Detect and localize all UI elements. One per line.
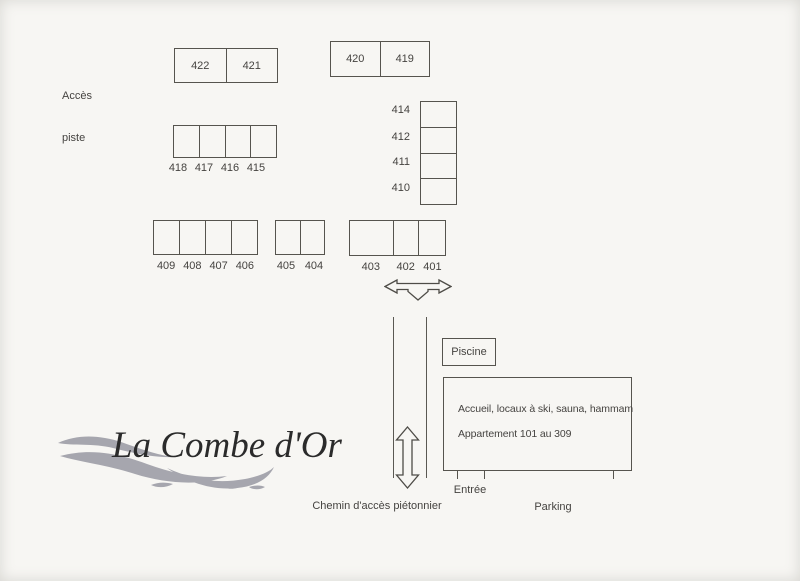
- unit-label-409: 409: [156, 260, 176, 272]
- unit-404-cell: [300, 221, 325, 254]
- unit-label-402: 402: [396, 261, 415, 273]
- unit-421: 421: [226, 49, 278, 82]
- pool-box: [442, 338, 496, 366]
- unit-418-cell: [174, 126, 199, 157]
- unit-403-cell: [350, 221, 393, 255]
- unit-label-406: 406: [235, 260, 255, 272]
- building-block-418-415: [173, 125, 277, 158]
- unit-406-cell: [231, 221, 257, 254]
- path-line-right: [426, 317, 427, 478]
- entrance-tick-left: [457, 471, 458, 479]
- building-services-label: Accueil, locaux à ski, sauna, hammam: [458, 403, 633, 415]
- unit-410-cell: [421, 178, 456, 204]
- unit-407-cell: [205, 221, 231, 254]
- unit-label-407: 407: [209, 260, 228, 272]
- unit-label-417: 417: [194, 162, 214, 174]
- logo-text: La Combe d'Or: [112, 425, 342, 466]
- building-apartments-label: Appartement 101 au 309: [458, 428, 572, 440]
- unit-label-418: 418: [168, 162, 188, 174]
- parking-label: Parking: [534, 501, 572, 513]
- crossroads-arrow-icon: [384, 277, 452, 303]
- path-line-left: [393, 317, 394, 478]
- labels-409-406: [153, 260, 258, 272]
- acces-piste-label: [62, 61, 92, 173]
- unit-420: 420: [346, 53, 365, 65]
- unit-416-cell: [225, 126, 251, 157]
- pedestrian-path-label: Chemin d'accès piétonnier: [312, 500, 442, 512]
- unit-label-415: 415: [246, 162, 266, 174]
- unit-label-405: 405: [276, 260, 296, 272]
- unit-label-416: 416: [220, 162, 240, 174]
- labels-405-404: [272, 260, 328, 272]
- pool-label: Piscine: [451, 346, 487, 358]
- unit-label-403: 403: [361, 261, 380, 273]
- unit-408-cell: [179, 221, 205, 254]
- unit-label-410: 410: [391, 182, 410, 194]
- unit-414-cell: [421, 102, 456, 127]
- two-way-arrow-icon: [395, 426, 420, 489]
- acces-piste-line1: Accès: [62, 90, 92, 102]
- unit-411-cell: [421, 153, 456, 179]
- building-block-403-401: [349, 220, 446, 256]
- tower-414-410: [420, 101, 457, 205]
- unit-409-cell: [154, 221, 179, 254]
- entrance-tick-right: [484, 471, 485, 479]
- building-block-409-406: [153, 220, 258, 255]
- unit-405-cell: [276, 221, 300, 254]
- main-building-box: [443, 377, 632, 471]
- unit-label-404: 404: [304, 260, 324, 272]
- labels-418-415: [165, 162, 269, 174]
- unit-419: 419: [380, 42, 430, 76]
- unit-417-cell: [199, 126, 225, 157]
- unit-label-408: 408: [183, 260, 202, 272]
- entrance-label: Entrée: [453, 484, 487, 496]
- unit-415-cell: [250, 126, 276, 157]
- unit-412-cell: [421, 127, 456, 153]
- unit-label-401: 401: [423, 261, 442, 273]
- unit-401-cell: [418, 221, 445, 255]
- unit-402-cell: [393, 221, 419, 255]
- building-block-422-421: [174, 48, 278, 83]
- unit-422: 422: [191, 59, 210, 72]
- building-tick-right: [613, 471, 614, 479]
- building-block-420-419: [330, 41, 430, 77]
- acces-piste-line2: piste: [62, 132, 86, 144]
- building-block-405-404: [275, 220, 325, 255]
- unit-label-414: 414: [391, 104, 410, 116]
- labels-403-401: [349, 261, 446, 273]
- unit-label-411: 411: [392, 156, 410, 168]
- unit-label-412: 412: [391, 131, 410, 143]
